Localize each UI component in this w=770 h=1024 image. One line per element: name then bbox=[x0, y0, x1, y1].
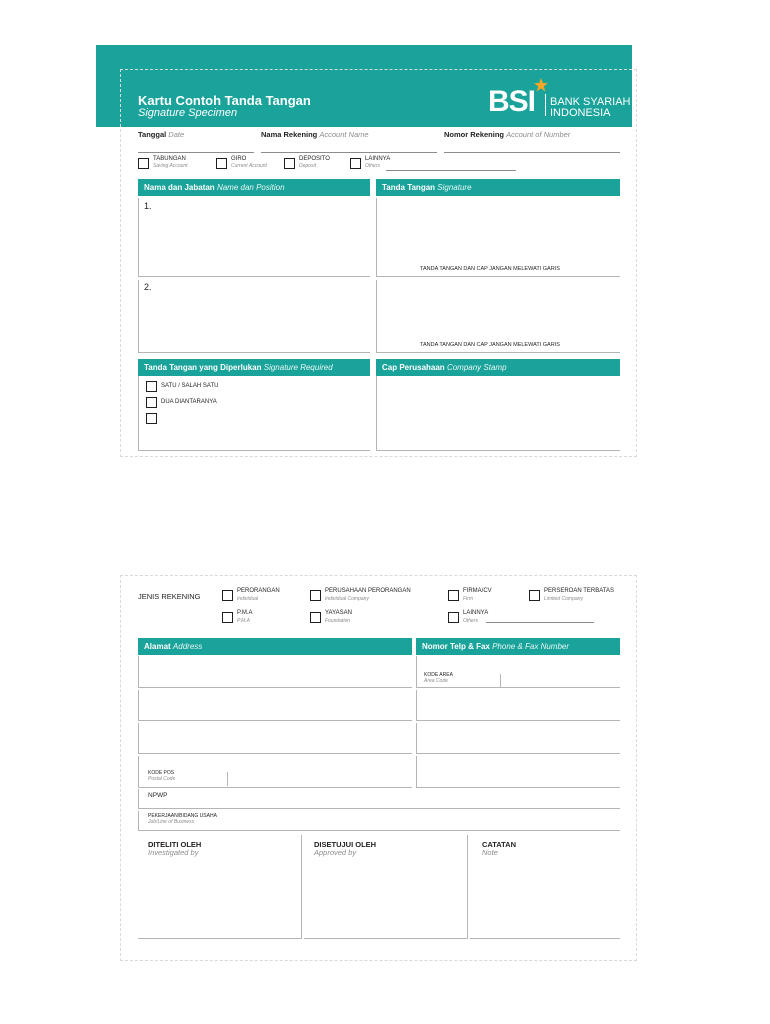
address-line-1[interactable] bbox=[138, 656, 412, 688]
single-signature-label: SATU / SALAH SATU bbox=[161, 383, 219, 389]
perseroan-terbatas-en: Limited Company bbox=[544, 596, 583, 602]
npwp-box[interactable] bbox=[138, 789, 620, 809]
account-type-label: JENIS REKENING bbox=[138, 592, 201, 601]
account-number-field[interactable] bbox=[444, 152, 620, 153]
lainnya-2-field[interactable] bbox=[486, 622, 594, 623]
postal-code-box[interactable] bbox=[138, 756, 412, 788]
business-label: PEKERJAAN/BIDANG USAHA bbox=[148, 813, 217, 819]
checkbox-other-signature[interactable] bbox=[146, 413, 157, 424]
company-stamp-box[interactable] bbox=[376, 376, 620, 451]
name-position-box-1[interactable] bbox=[138, 198, 370, 277]
checkbox-tabungan[interactable] bbox=[138, 158, 149, 169]
perusahaan-perorangan-label: PERUSAHAAN PERORANGAN bbox=[325, 588, 411, 594]
giro-label: GIRO bbox=[231, 156, 247, 162]
postal-code-en: Postal Code bbox=[148, 776, 176, 782]
firma-en: Firm bbox=[463, 596, 473, 602]
name-position-header: Nama dan Jabatan Name dan Position bbox=[138, 179, 370, 196]
perorangan-label: PERORANGAN bbox=[237, 588, 280, 594]
address-line-3[interactable] bbox=[138, 723, 412, 754]
bank-name-line-2: INDONESIA bbox=[550, 107, 611, 119]
approved-en: Approved by bbox=[314, 848, 357, 857]
phone-line-2[interactable] bbox=[416, 690, 620, 721]
lainnya-en: Others bbox=[365, 163, 381, 169]
approved-label: DISETUJUI OLEH bbox=[314, 840, 377, 849]
checkbox-lainnya-2[interactable] bbox=[448, 612, 459, 623]
date-field-label: Tanggal Date bbox=[138, 130, 185, 139]
investigated-en: Investigated by bbox=[148, 848, 199, 857]
tabungan-en: Saving Account bbox=[153, 163, 188, 169]
date-field[interactable] bbox=[138, 152, 254, 153]
postal-code-divider bbox=[227, 772, 228, 786]
company-stamp-header: Cap Perusahaan Company Stamp bbox=[376, 359, 620, 376]
area-code-en: Area Code bbox=[424, 678, 448, 684]
checkbox-single-signature[interactable] bbox=[146, 381, 157, 392]
page-subtitle: Signature Specimen bbox=[138, 107, 238, 119]
deposito-label: DEPOSITO bbox=[299, 156, 330, 162]
lainnya-2-label: LAINNYA bbox=[463, 610, 489, 616]
checkbox-two-signatures[interactable] bbox=[146, 397, 157, 408]
npwp-label: NPWP bbox=[148, 792, 168, 799]
bank-name-line-1: BANK SYARIAH bbox=[550, 96, 631, 108]
star-icon bbox=[534, 78, 548, 92]
investigated-label: DITELITI OLEH bbox=[148, 840, 202, 849]
logo-text: BSI bbox=[488, 85, 536, 118]
lainnya-field[interactable] bbox=[386, 170, 516, 171]
checkbox-yayasan[interactable] bbox=[310, 612, 321, 623]
phone-header: Nomor Telp & Fax Phone & Fax Number bbox=[416, 638, 620, 655]
signature-header: Tanda Tangan Signature bbox=[376, 179, 620, 196]
two-signatures-label: DUA DIANTARANYA bbox=[161, 399, 217, 405]
firma-label: FIRMA/CV bbox=[463, 588, 492, 594]
note-en: Note bbox=[482, 848, 498, 857]
checkbox-perusahaan-perorangan[interactable] bbox=[310, 590, 321, 601]
checkbox-lainnya[interactable] bbox=[350, 158, 361, 169]
checkbox-pma[interactable] bbox=[222, 612, 233, 623]
address-header: Alamat Address bbox=[138, 638, 412, 655]
area-code-divider bbox=[500, 674, 501, 688]
signature-required-header: Tanda Tangan yang Diperlukan Signature Required bbox=[138, 359, 370, 376]
account-name-field-label: Nama Rekening Account Name bbox=[261, 130, 369, 139]
yayasan-label: YAYASAN bbox=[325, 610, 353, 616]
checkbox-firma[interactable] bbox=[448, 590, 459, 601]
giro-en: Current Account bbox=[231, 163, 267, 169]
perorangan-en: Individual bbox=[237, 596, 259, 602]
row-number-1: 1. bbox=[144, 201, 152, 211]
lainnya-2-en: Others bbox=[463, 618, 479, 624]
logo-divider bbox=[545, 94, 546, 116]
phone-line-3[interactable] bbox=[416, 723, 620, 754]
phone-line-4[interactable] bbox=[416, 756, 620, 788]
business-en: Job/Line of Business bbox=[148, 819, 195, 825]
lainnya-label: LAINNYA bbox=[365, 156, 391, 162]
note-label: CATATAN bbox=[482, 840, 517, 849]
row-number-2: 2. bbox=[144, 282, 152, 292]
perusahaan-perorangan-en: Individual Company bbox=[325, 596, 369, 602]
pma-label: P.M.A bbox=[237, 610, 253, 616]
checkbox-deposito[interactable] bbox=[284, 158, 295, 169]
area-code-label: KODE AREA bbox=[424, 672, 453, 678]
address-line-2[interactable] bbox=[138, 690, 412, 721]
signature-note-1: TANDA TANGAN DAN CAP JANGAN MELEWATI GARIS bbox=[420, 266, 560, 272]
name-position-box-2[interactable] bbox=[138, 280, 370, 353]
bsi-logo bbox=[488, 84, 631, 120]
checkbox-perorangan[interactable] bbox=[222, 590, 233, 601]
tabungan-label: TABUNGAN bbox=[153, 156, 186, 162]
account-number-field-label: Nomor Rekening Account of Number bbox=[444, 130, 571, 139]
page-title: Kartu Contoh Tanda Tangan bbox=[138, 93, 311, 108]
signature-note-2: TANDA TANGAN DAN CAP JANGAN MELEWATI GARIS bbox=[420, 342, 560, 348]
pma-en: P.M.A bbox=[237, 618, 250, 624]
deposito-en: Deposit bbox=[299, 163, 316, 169]
checkbox-perseroan-terbatas[interactable] bbox=[529, 590, 540, 601]
yayasan-en: Foundation bbox=[325, 618, 351, 624]
account-name-field[interactable] bbox=[261, 152, 437, 153]
postal-code-label: KODE POS bbox=[148, 770, 175, 776]
checkbox-giro[interactable] bbox=[216, 158, 227, 169]
perseroan-terbatas-label: PERSEROAN TERBATAS bbox=[544, 588, 615, 594]
